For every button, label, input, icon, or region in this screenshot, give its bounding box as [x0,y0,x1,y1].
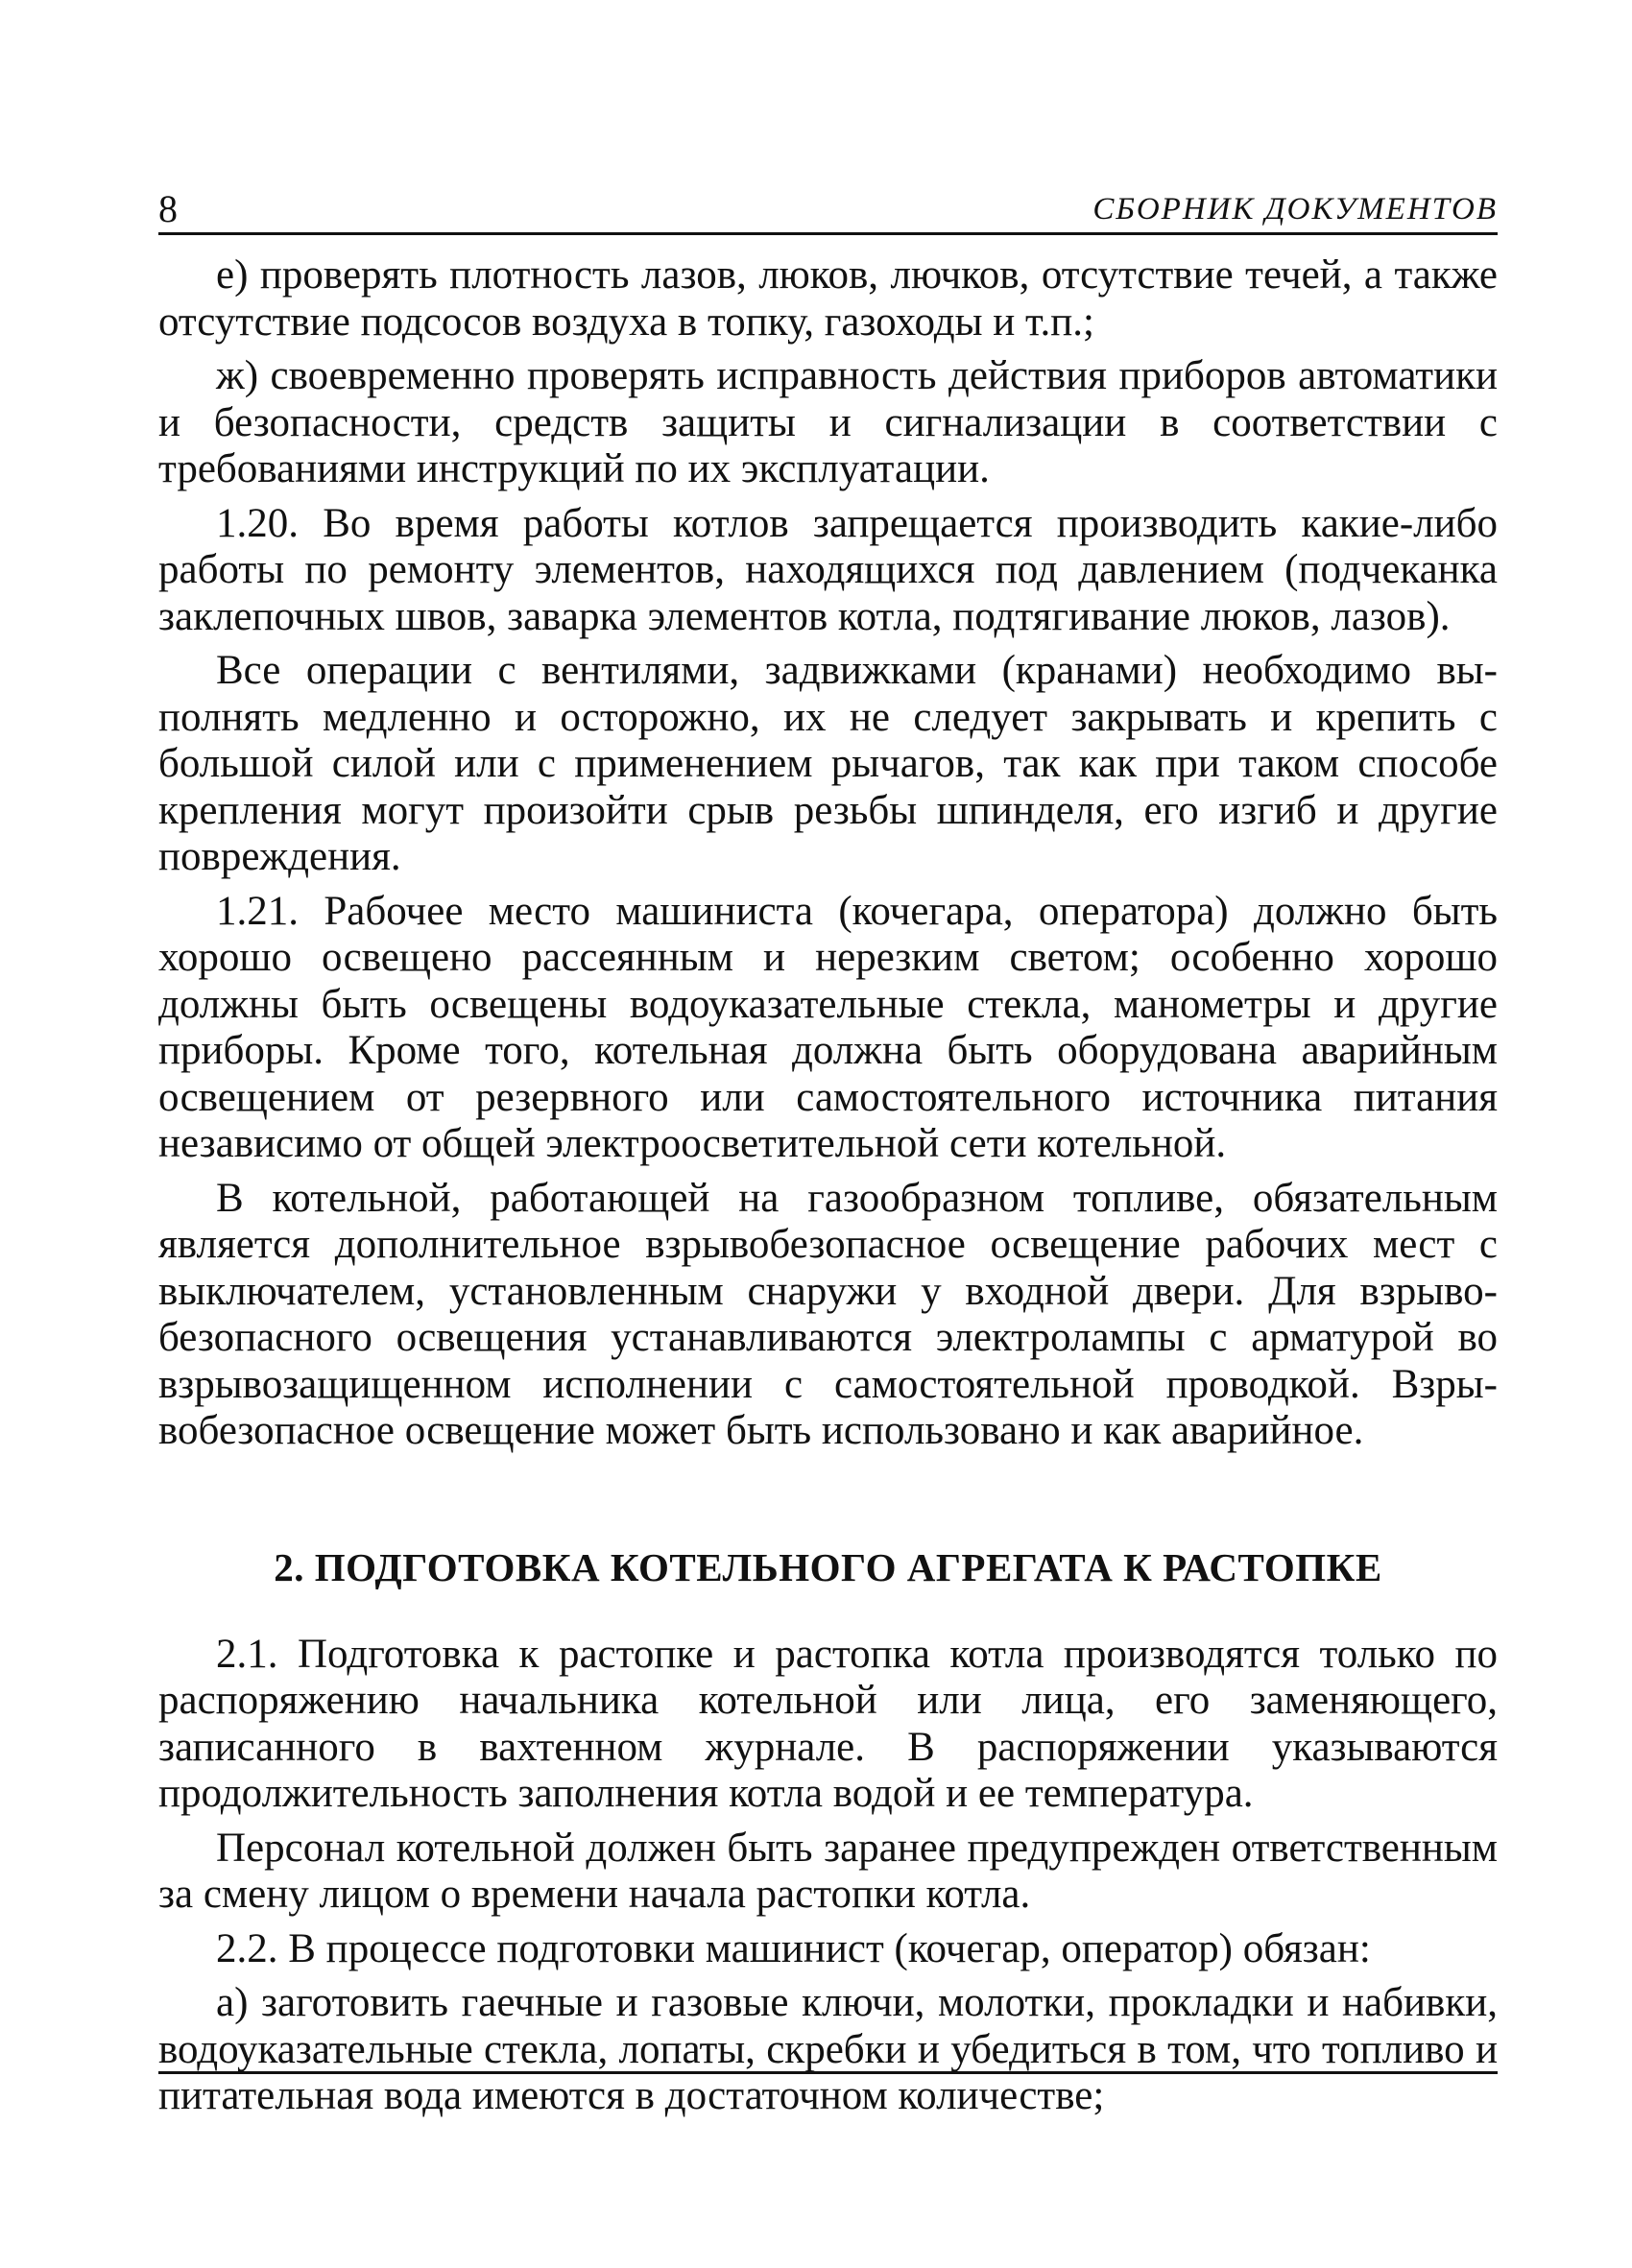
running-head [158,182,1498,235]
paragraph-clause-1-20: 1.20. Во время работы котлов запрещается производить какие-либо работы по ремонту элементов, находящихся под давлением (подчеканка заклепочных швов, заварка элементов котла, подтягивание люков, лазов). [158,500,1498,639]
paragraph-personnel-notice: Персонал котельной должен быть заранее предупрежден ответственным за смену лицом о времени начала растопки котла. [158,1825,1498,1917]
paragraph-item-a: а) заготовить гаечные и газовые ключи, молотки, прокладки и набивки, водоуказательные стекла, лопаты, скребки и убедиться в том, что топливо и питательная вода имеются в достаточном количестве; [158,1980,1498,2118]
paragraph-item-zh: ж) своевременно проверять исправность действия приборов автоматики и безопасности, средств защиты и сигнализации в соответствии с требованиями инструкций по их эксплуатации. [158,353,1498,491]
paragraph-clause-2-1: 2.1. Подготовка к растопке и растопка котла производятся только по распоряжению начальника котельной или лица, его заменяющего, записанного в вахтенном журнале. В распоряжении указываются продолжительность заполнения котла водой и ее температура. [158,1631,1498,1816]
page-number: 8 [158,187,178,230]
document-page [158,182,1498,2198]
paragraph-item-e: е) проверять плотность лазов, люков, лючков, отсутствие течей, а также отсутствие подсосов воздуха в топку, газоходы и т.п.; [158,252,1498,345]
bottom-rule [158,2071,1498,2074]
section-heading: 2. ПОДГОТОВКА КОТЕЛЬНОГО АГРЕГАТА К РАСТОПКЕ [274,1544,1382,1589]
paragraph-explosion-proof-lighting: В котельной, работающей на газообразном топливе, обязательным является дополнительное взрывобезопасное освещение рабочих мест с выключателем, установленным снаружи у входной двери. Для взрывобезопасного освещения устанавливаются электролампы с арматурой во взрывозащищенном исполнении с самостоятельной проводкой. Взрывобезопасное освещение может быть использовано и как аварийное. [158,1175,1498,1453]
paragraph-valves: Все операции с вентилями, задвижками (кранами) необходимо выполнять медленно и осторожно, их не следует закрывать и крепить с большой силой или с применением рычагов, так как при таком способе крепления могут произойти срыв резьбы шпинделя, его изгиб и другие повреждения. [158,648,1498,879]
paragraph-clause-2-2: 2.2. В процессе подготовки машинист (кочегар, оператор) обязан: [216,1925,1371,1971]
collection-title: СБОРНИК ДОКУМЕНТОВ [1092,192,1498,227]
body-text [158,252,1498,2120]
paragraph-clause-1-21: 1.21. Рабочее место машиниста (кочегара, оператора) должно быть хорошо освещено рассеянным и нерезким светом; особенно хорошо должны быть освещены водоуказательные стекла, манометры и другие приборы. Кроме того, котельная должна быть оборудована аварийным освещением от резервного или самостоятельного источника питания независимо от общей электроосветительной сети котельной. [158,888,1498,1166]
